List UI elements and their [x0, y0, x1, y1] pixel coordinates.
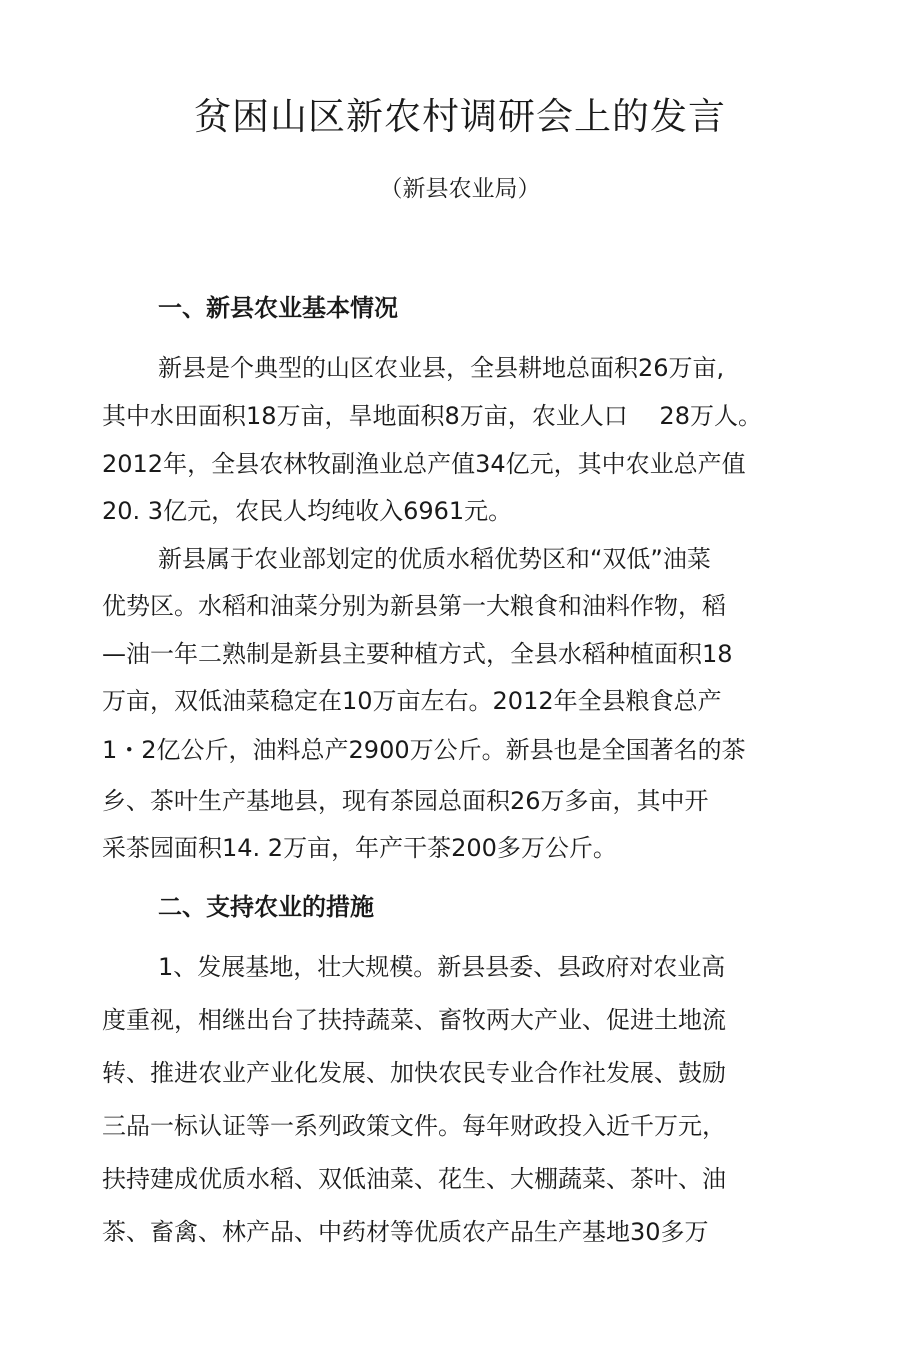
section-heading: 二、支持农业的措施: [158, 893, 374, 921]
paragraph-line: 新县是个典型的山区农业县，全县耕地总面积26万亩,: [158, 354, 725, 382]
paragraph-line: 乡、茶叶生产基地县，现有茶园总面积26万多亩，其中开: [102, 787, 709, 815]
paragraph-line: 转、推进农业产业化发展、加快农民专业合作社发展、鼓励: [102, 1059, 726, 1087]
paragraph-line: 1、发展基地，壮大规模。新县县委、县政府对农业高: [158, 953, 726, 981]
document-title: 贫困山区新农村调研会上的发言: [194, 95, 726, 138]
paragraph-line: 万亩，双低油菜稳定在10万亩左右。2012年全县粮食总产: [102, 687, 722, 715]
paragraph-line: 三品一标认证等一系列政策文件。每年财政投入近千万元，: [102, 1112, 726, 1140]
paragraph-line: 茶、畜禽、林产品、中药材等优质农产品生产基地30多万: [102, 1218, 709, 1246]
paragraph-line: 采茶园面积14. 2万亩，年产干茶200多万公斤。: [102, 834, 617, 862]
paragraph-line: —油一年二熟制是新县主要种植方式，全县水稻种植面积18: [102, 640, 733, 668]
paragraph-line: 扶持建成优质水稻、双低油菜、花生、大棚蔬菜、茶叶、油: [102, 1165, 726, 1193]
paragraph-line: 优势区。水稻和油菜分别为新县第一大粮食和油料作物，稻: [102, 592, 726, 620]
paragraph-line: 新县属于农业部划定的优质水稻优势区和“双低”油菜: [158, 545, 711, 573]
paragraph-line: 2012年，全县农林牧副渔业总产值34亿元，其中农业总产值: [102, 450, 746, 478]
document-subtitle: （新县农业局）: [379, 176, 541, 202]
paragraph-line: 20. 3亿元，农民人均纯收入6961元。: [102, 497, 513, 525]
paragraph-line: 度重视，相继出台了扶持蔬菜、畜牧两大产业、促进土地流: [102, 1006, 726, 1034]
paragraph-line: 1・2亿公斤，油料总产2900万公斤。新县也是全国著名的茶: [102, 736, 746, 764]
paragraph-line: 其中水田面积18万亩，旱地面积8万亩，农业人口 28万人。: [102, 402, 762, 430]
section-heading: 一、新县农业基本情况: [158, 294, 398, 322]
